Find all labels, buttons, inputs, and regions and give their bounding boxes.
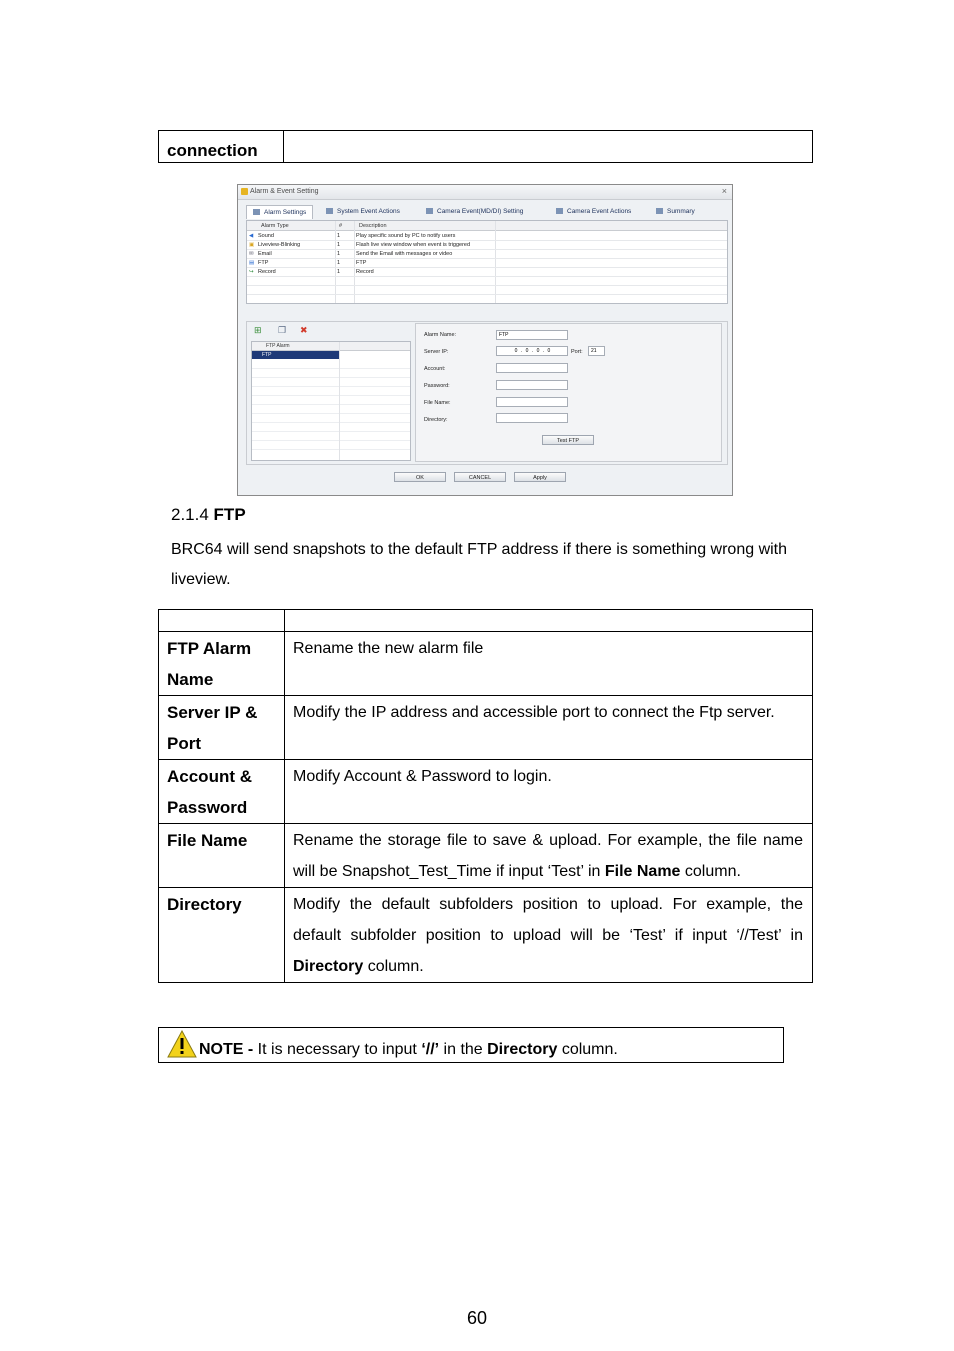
ftp-icon: ▤ bbox=[249, 260, 255, 266]
list-item-label: FTP bbox=[262, 352, 272, 358]
account-input[interactable] bbox=[496, 363, 568, 373]
top-table-empty-cell bbox=[284, 131, 812, 162]
note-code: ‘//’ bbox=[421, 1041, 440, 1058]
list-header bbox=[252, 342, 410, 351]
app-icon bbox=[241, 188, 248, 195]
tab-bar bbox=[246, 205, 724, 219]
row-desc: Play specific sound by PC to notify users bbox=[356, 233, 456, 239]
table-key: Directory bbox=[159, 888, 285, 983]
section-title: FTP bbox=[213, 505, 246, 524]
list-header-label: FTP Alarm bbox=[266, 343, 290, 349]
cancel-button[interactable]: CANCEL bbox=[454, 472, 506, 482]
ftp-form bbox=[415, 323, 722, 462]
note-box bbox=[158, 1027, 784, 1063]
table-key: Server IP & Port bbox=[159, 696, 285, 760]
summary-icon bbox=[656, 208, 663, 214]
tab-system-event-actions[interactable] bbox=[326, 205, 400, 218]
password-label: Password: bbox=[424, 383, 450, 389]
table-row bbox=[159, 632, 813, 696]
tab-label: Summary bbox=[667, 208, 695, 215]
note-mid: in the bbox=[439, 1041, 488, 1058]
grid-header-number: # bbox=[339, 223, 343, 229]
table-row bbox=[159, 888, 813, 983]
row-type: Record bbox=[258, 269, 276, 275]
directory-label: Directory: bbox=[424, 417, 448, 423]
tab-label: System Event Actions bbox=[337, 208, 400, 215]
table-row bbox=[159, 760, 813, 824]
table-key: Account & Password bbox=[159, 760, 285, 824]
value-text: column. bbox=[680, 863, 741, 880]
record-icon: ↪ bbox=[249, 269, 254, 275]
note-label: NOTE - bbox=[199, 1041, 258, 1058]
tab-label: Camera Event(MD/DI) Setting bbox=[437, 208, 524, 215]
section-heading bbox=[171, 505, 246, 525]
row-num: 1 bbox=[337, 269, 341, 275]
delete-icon[interactable]: ✖ bbox=[300, 325, 308, 335]
table-key: File Name bbox=[159, 824, 285, 888]
row-type: Email bbox=[258, 251, 272, 257]
page-number: 60 bbox=[466, 1308, 488, 1328]
table-row bbox=[159, 696, 813, 760]
note-pre: It is necessary to input bbox=[257, 1041, 422, 1058]
section-body: BRC64 will send snapshots to the default FTP address if there is something wrong with liveview. bbox=[171, 541, 788, 588]
password-input[interactable] bbox=[496, 380, 568, 390]
ok-button[interactable]: OK bbox=[394, 472, 446, 482]
tab-label: Camera Event Actions bbox=[567, 208, 632, 215]
grid-header bbox=[247, 221, 727, 231]
camera-event-icon bbox=[426, 208, 433, 214]
directory-input[interactable] bbox=[496, 413, 568, 423]
ftp-settings-table bbox=[158, 609, 813, 983]
grid-header-alarm-type: Alarm Type bbox=[261, 223, 289, 229]
file-name-input[interactable] bbox=[496, 397, 568, 407]
row-num: 1 bbox=[337, 242, 341, 248]
tab-camera-event-actions[interactable] bbox=[556, 205, 631, 218]
alarm-name-input[interactable]: FTP bbox=[496, 330, 568, 340]
table-value: Modify the IP address and accessible port to connect the Ftp server. bbox=[285, 696, 813, 760]
alarm-event-setting-window bbox=[237, 184, 733, 496]
close-icon[interactable]: × bbox=[721, 186, 727, 196]
window-titlebar bbox=[238, 185, 732, 200]
warning-icon bbox=[167, 1030, 197, 1058]
row-type: Liveview-Blinking bbox=[258, 242, 301, 248]
table-value: Modify Account & Password to login. bbox=[285, 760, 813, 824]
table-row bbox=[159, 824, 813, 888]
table-value bbox=[285, 824, 813, 888]
table-header-row bbox=[159, 610, 813, 632]
alarm-settings-icon bbox=[253, 209, 260, 215]
row-desc: Record bbox=[356, 269, 374, 275]
grid-header-description: Description bbox=[359, 223, 387, 229]
table-key: FTP Alarm Name bbox=[159, 632, 285, 696]
top-table-label: connection bbox=[159, 131, 284, 162]
row-type: Sound bbox=[258, 233, 274, 239]
camera-action-icon bbox=[556, 208, 563, 214]
email-icon: ✉ bbox=[249, 251, 254, 257]
liveview-icon: ▣ bbox=[249, 242, 255, 248]
table-value: Rename the new alarm file bbox=[285, 632, 813, 696]
table-value bbox=[285, 888, 813, 983]
value-text: Modify the default subfolders position to upload. For example, the default subfolder position to upload will be ‘Test’ if input ‘//Test’ in bbox=[293, 896, 803, 944]
add-icon[interactable]: ⊞ bbox=[254, 325, 262, 335]
row-desc: Send the Email with messages or video bbox=[356, 251, 453, 257]
value-bold: Directory bbox=[293, 958, 364, 975]
note-bold: Directory bbox=[487, 1041, 558, 1058]
file-name-label: File Name: bbox=[424, 400, 451, 406]
row-desc: FTP bbox=[356, 260, 367, 266]
list-item-selected[interactable] bbox=[252, 351, 339, 359]
sound-icon: ◀ bbox=[249, 233, 254, 239]
row-num: 1 bbox=[337, 233, 341, 239]
value-text: Rename the storage file to save & upload. For example, the file name will be Snapshot_Test_Time if input ‘Test’ in bbox=[293, 832, 803, 880]
apply-button[interactable]: Apply bbox=[514, 472, 566, 482]
row-type: FTP bbox=[258, 260, 269, 266]
alarm-type-grid bbox=[246, 220, 728, 304]
grid-row-empty bbox=[247, 285, 727, 295]
top-table-fragment bbox=[158, 130, 813, 163]
server-ip-input[interactable]: 0 . 0 . 0 . 0 bbox=[496, 346, 568, 356]
section-number: 2.1.4 bbox=[171, 505, 209, 524]
note-post: column. bbox=[557, 1041, 618, 1058]
tab-label: Alarm Settings bbox=[264, 209, 307, 216]
alarm-name-label: Alarm Name: bbox=[424, 332, 457, 338]
copy-icon[interactable]: ❐ bbox=[278, 325, 287, 335]
tab-summary[interactable] bbox=[656, 205, 695, 218]
test-ftp-button[interactable]: Test FTP bbox=[542, 435, 594, 445]
value-text: column. bbox=[363, 958, 424, 975]
account-label: Account: bbox=[424, 366, 446, 372]
window-title: Alarm & Event Setting bbox=[250, 188, 319, 195]
ftp-alarm-list bbox=[251, 341, 411, 461]
server-ip-label: Server IP: bbox=[424, 349, 449, 355]
port-input[interactable]: 21 bbox=[588, 346, 605, 356]
system-event-icon bbox=[326, 208, 333, 214]
row-num: 1 bbox=[337, 260, 341, 266]
note-text bbox=[199, 1041, 618, 1059]
value-bold: File Name bbox=[604, 863, 681, 880]
tab-alarm-settings[interactable] bbox=[246, 205, 313, 219]
row-num: 1 bbox=[337, 251, 341, 257]
tab-camera-event-setting[interactable] bbox=[426, 205, 523, 218]
row-desc: Flash live view window when event is triggered bbox=[356, 242, 471, 248]
port-label: Port: bbox=[571, 349, 583, 355]
